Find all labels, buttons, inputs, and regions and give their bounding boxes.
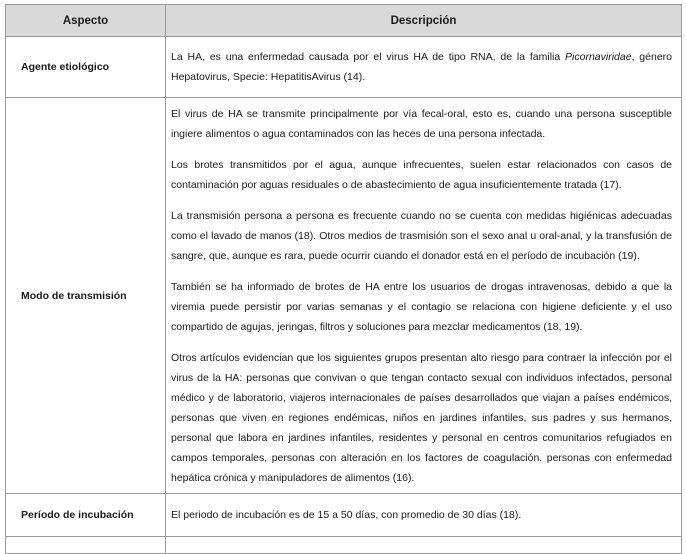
table-header-row bbox=[6, 5, 682, 37]
description-paragraph: El periodo de incubación es de 15 a 50 días, con promedio de 30 días (18). bbox=[171, 509, 522, 521]
header-description: Descripción bbox=[166, 5, 682, 37]
description-cell bbox=[166, 494, 682, 537]
table-row-periodo-de-incubacion bbox=[6, 494, 682, 537]
description-paragraph: Otros artículos evidencian que los siguientes grupos presentan alto riesgo para contraer la infección por el virus de la HA: personas que convivan o que tengan contacto sexual con individuos infectados, personal médico y de laboratorio, viajeros internacionales de países desarrollados que viajan a países endémicos, personas que viven en regiones endémicas, niños en jardines infantiles, sus padres y sus hermanos, personal que labora en jardines infantiles, residentes y personal en centros comunitarios refugiados en campos temporales, personas con alteración en los factores de coagulación. personas con enfermedad hepática crónica y manipuladores de alimentos (16). bbox=[171, 352, 672, 484]
aspect-label: Modo de transmisión bbox=[6, 98, 166, 494]
description-paragraph: La transmisión persona a persona es frecuente cuando no se cuenta con medidas higiénicas adecuadas como el lavado de manos (18). Otros medios de trasmisión son el sexo anal u oral-anal, y la transfusión de sangre, que, aunque es rara, puede ocurrir cuando el donador está en el período de incubación (19). bbox=[171, 210, 672, 262]
description-paragraph: El virus de HA se transmite principalmente por vía fecal-oral, esto es, cuando una persona susceptible ingiere alimentos o agua contaminados con las heces de una persona infectada. bbox=[171, 108, 672, 140]
table-row-cut-off bbox=[6, 537, 682, 554]
description-text: La HA, es una enfermedad causada por el virus HA de tipo RNA, de la familia bbox=[171, 51, 566, 63]
aspect-description-table bbox=[5, 4, 682, 554]
description-cell bbox=[166, 37, 682, 98]
description-paragraph: Los brotes transmitidos por el agua, aunque infrecuentes, suelen estar relacionados con casos de contaminación por aguas residuales o de abastecimiento de agua insuficientemente tratada (17). bbox=[171, 159, 672, 191]
empty-cell bbox=[6, 537, 166, 554]
aspect-label: Período de incubación bbox=[6, 494, 166, 537]
table-row-modo-de-transmision bbox=[6, 98, 682, 494]
empty-cell bbox=[166, 537, 682, 554]
header-aspect: Aspecto bbox=[6, 5, 166, 37]
description-cell bbox=[166, 98, 682, 494]
description-paragraph: También se ha informado de brotes de HA entre los usuarios de drogas intravenosas, debido a que la viremia puede persistir por varias semanas y el contagio se relaciona con higiene deficiente y el uso compartido de agujas, jeringas, filtros y soluciones para mezclar medicamentos (18, 19). bbox=[171, 281, 672, 333]
aspect-label: Agente etiológico bbox=[6, 37, 166, 98]
family-name-italic: Picornaviridae bbox=[565, 51, 632, 63]
table-row-agente-etiologico bbox=[6, 37, 682, 98]
description-paragraph bbox=[171, 47, 672, 87]
description-text: , género Hepatovirus, Specie: HepatitisAvirus (14). bbox=[171, 51, 672, 83]
